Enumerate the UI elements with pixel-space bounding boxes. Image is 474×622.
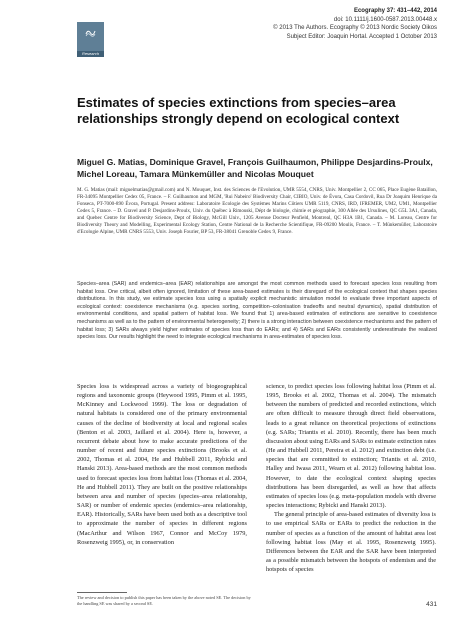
authors-line-2: Michel Loreau, Tamara Münkemüller and Nicolas Mouquet xyxy=(77,169,314,179)
wave-emblem-icon xyxy=(85,27,96,38)
journal-info xyxy=(237,7,437,41)
article-title: Estimates of species extinctions from species–area relationships strongly depend on ecological context xyxy=(77,95,400,126)
footnote-divider xyxy=(77,592,127,593)
body-paragraph: Species loss is widespread across a variety of biogeographical regions and taxonomic groups (Heywood 1995, Pimm et al. 1995, McKinney and Lockwood 1999). The loss or degradation of natural habitats is considered one of the primary environmental causes of the decline of biodiversity at local and regional scales (Benton et al. 2003, Jaillard et al. 2004). Here is, however, a recurrent debate about how to make accurate predictions of the number of recent and future species extinctions (Brooks et al. 2002, Thomas et al. 2004, He and Hubbell 2011, Rybicki and Hanski 2013). Area-based methods are the most common methods used to forecast species loss from habitat loss (Thomas et al. 2004, He and Hubbell 2011). They are built on the positive relationships between area and number of species (species–area relationship, SAR) or number of endemic species (endemics–area relationship, EAR). Historically, SARs have been used both as a descriptive tool to approximate the number of species in different regions (MacArthur and Wilson 1967, Connor and McCoy 1979, Rosenzweig 1995), or, in conservation xyxy=(77,383,247,546)
page-number: 431 xyxy=(426,601,437,608)
body-paragraph: science, to predict species loss following habitat loss (Pimm et al. 1995, Brooks et al. 2002, Thomas et al. 2004). The mismatch between the numbers of predicted and recorded extinctions, which are often difficult to measure through direct field observations, leads to a great reliance on theoretical projections of extinctions (e.g. SARs; Triantis et al. 2010). Recently, there has been much discussion about using EARs and SARs to estimate extinction rates (He and Hubbell 2011, Pereira et al. 2012) and extinction debt (i.e. species that are committed to extinction; Triantis et al. 2010, Halley and Iwasa 2011, Wearn et al. 2012) following habitat loss. However, to date the ecological context shaping species distributions has been disregarded, as well as how that affects estimates of species loss (e.g. meta-population models with diverse species interactions; Rybicki and Hanski 2013). xyxy=(266,383,436,510)
body-column-left xyxy=(77,382,247,547)
copyright-text: © 2013 The Authors. Ecography © 2013 Nordic Society Oikos xyxy=(273,25,437,31)
body-paragraph: The general principle of area-based estimates of diversity loss is to use empirical SARs or EARs to predict the reduction in the number of species as a function of the amount of habitat area lost following habitat loss (May et al. 1995, Rosenzweig 1995). Differences between the EAR and the SAR have been interpreted as a possible mismatch between the hotspots of endemism and the hotspots of species xyxy=(266,511,436,574)
journal-line: Ecography 37: 431–442, 2014 xyxy=(353,8,437,14)
abstract: Species–area (SAR) and endemics–area (EAR) relationships are amongst the most common methods used to forecast species loss resulting from habitat loss. One critical, albeit often ignored, limitation of these area-based estimates is their disregard of the ecological context that shapes species distributions. In this study, we estimate species loss using a spatially explicit mechanistic simulation model to evaluate three important aspects of ecological context: coexistence mechanisms (e.g. species sorting, competition–colonisation tradeoffs and neutral dynamics), spatial distribution of environmental conditions, and spatial pattern of habitat loss. We found that 1) area-based estimates of extinctions are sensitive to coexistence mechanisms as well as to the pattern of environmental heterogeneity; 2) there is a strong interaction between coexistence mechanisms and the pattern of habitat loss; 3) SARs always yield higher estimates of species loss than do EARs; and 4) SARs and EARs consistently underestimate the realized species loss. Our results highlight the need to integrate ecological mechanisms in area-estimates of species loss. xyxy=(77,281,437,341)
body-column-right xyxy=(266,382,436,574)
editor-text: Subject Editor: Joaquin Hortal. Accepted 1 October 2013 xyxy=(286,33,437,40)
doi-text: doi: 10.1111/j.1600-0587.2013.00448.x xyxy=(333,16,437,23)
authors-line-1: Miguel G. Matias, Dominique Gravel, François Guilhaumon, Philippe Desjardins-Proulx, xyxy=(77,157,433,167)
journal-badge xyxy=(77,22,104,57)
affiliations: M. G. Matias (mail: miguelmatias@gmail.com) and N. Mouquet, Inst. des Sciences de l'Evolution, UMR 5554, CNRS, Univ. Montpellier 2, CC 065, Place Eugène Bataillon, FR-34095 Montpellier Cedex 05, France. – F. Guilhaumon and MGM, 'Rui Nabeiro' Biodiversity Chair, CIBIO, Univ. de Évora, Casa Cordovil, Rua Dr Joaquim Henrique da Fonseca, PT-7000-890 Évora, Portugal. Present address: Laboratoire Ecologie des Systèmes Marins Côtiers UMR 5119, CNRS, IRD, IFREMER, UM2, UM1, Montpellier Cedex 5, France. – D. Gravel and P. Desjardins-Proulx, Univ. du Québec à Rimouski, Dépt de biologie, chimie et géographie, 300 Allée des Ursulines, QC G5L 3A1, Canada, and Quebec Centre for Biodiversity Science, Dept of Biology, McGill Univ., 1205 Avenue Docteur Penfield, Montreal, QC H3A 1B1, Canada. – M. Loreau, Centre for Biodiversity Theory and Modelling, Experimental Ecology Station, Centre National de la Recherche Scientifique, FR-09200 Moulis, France. – T. Münkemüller, Laboratoire d'Ecologie Alpine, UMR CNRS 5553, Univ. Joseph Fourier, BP 53, FR-38041 Grenoble Cedex 9, France. xyxy=(77,187,437,235)
author-list xyxy=(77,156,437,180)
editorial-footnote: The review and decision to publish this paper has been taken by the above noted SE. The decision by the handling SE was shared by a second SE. xyxy=(77,595,251,606)
badge-label: Research xyxy=(81,51,100,56)
